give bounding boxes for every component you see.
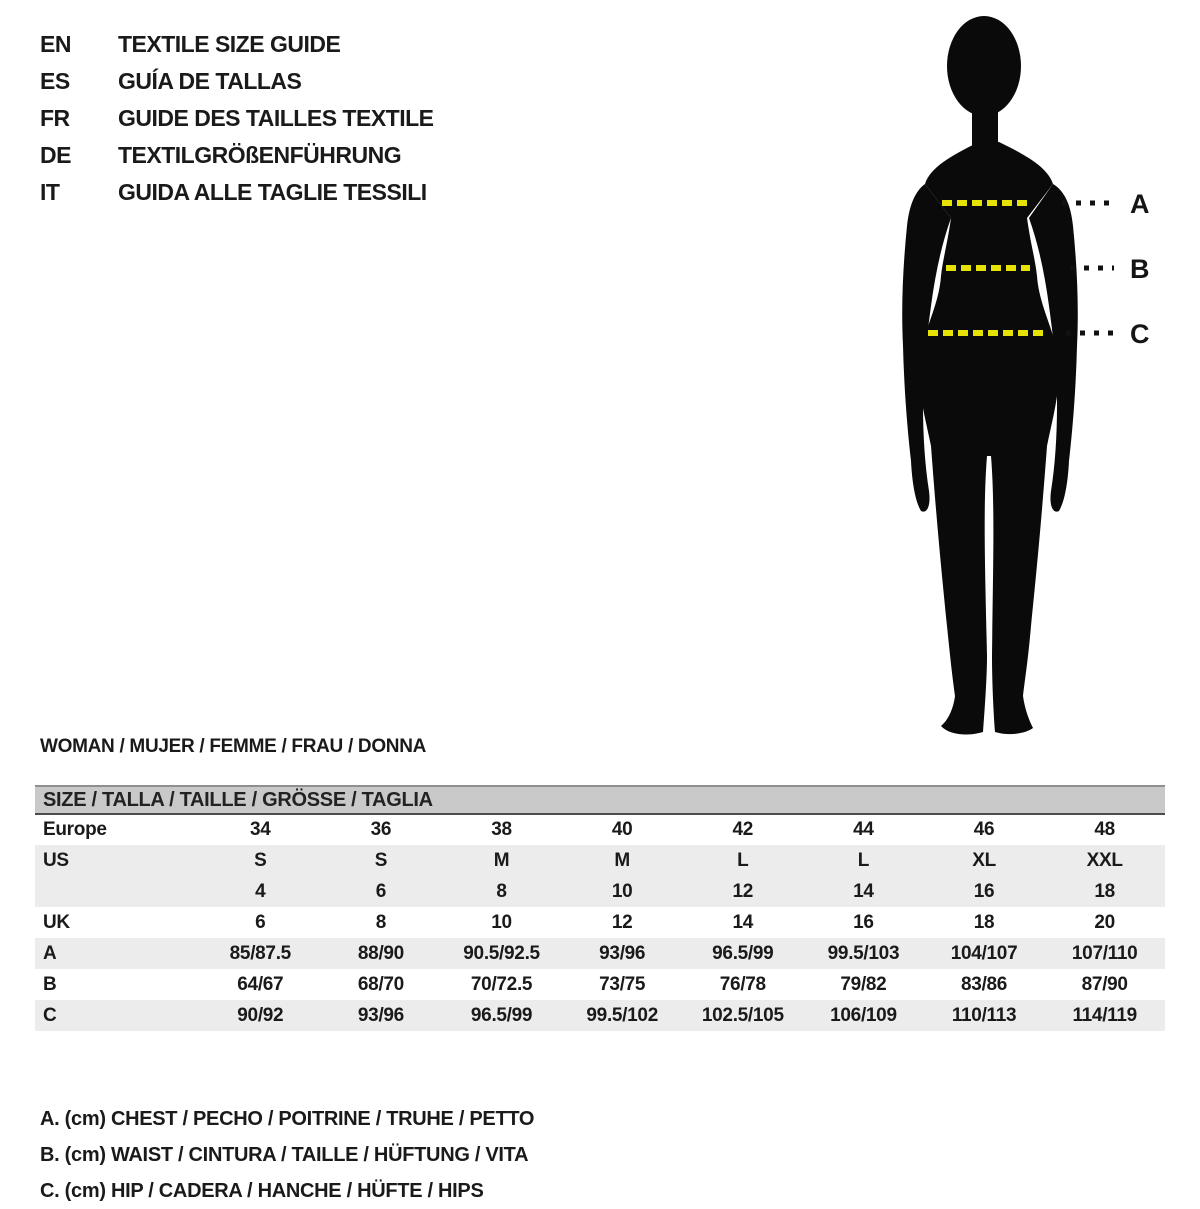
size-cell: 20: [1094, 911, 1115, 933]
size-cell: 87/90: [1081, 973, 1128, 995]
guide-title-es: GUÍA DE TALLAS: [118, 68, 302, 94]
measure-legend: [40, 1101, 534, 1209]
language-code: IT: [40, 179, 60, 205]
size-cell: 90/92: [200, 1000, 321, 1031]
language-row-en: [40, 26, 434, 63]
table-row: [35, 845, 1165, 876]
size-cell: L: [683, 845, 804, 876]
size-cell: 93/96: [321, 1000, 442, 1031]
size-cell: 83/86: [961, 973, 1008, 995]
size-cell: 12: [683, 876, 804, 907]
guide-title-fr: GUIDE DES TAILLES TEXTILE: [118, 105, 434, 131]
size-cell: 73/75: [599, 973, 646, 995]
size-cell: 8: [375, 911, 387, 933]
row-label: C: [35, 1000, 200, 1031]
size-cell: 40: [611, 819, 633, 840]
legend-line-waist: B. (cm) WAIST / CINTURA / TAILLE / HÜFTUNG / VITA: [40, 1144, 529, 1166]
guide-title-de: TEXTILGRÖßENFÜHRUNG: [118, 142, 402, 168]
language-row-fr: [40, 100, 434, 137]
size-cell: 46: [973, 819, 995, 840]
measure-label-a: A: [1130, 189, 1150, 219]
size-cell: 79/82: [840, 973, 887, 995]
size-cell: 6: [321, 876, 442, 907]
size-cell: 42: [732, 819, 754, 840]
measure-label-c: C: [1130, 319, 1150, 349]
row-label: B: [43, 973, 57, 995]
language-row-it: [40, 174, 434, 211]
size-cell: 36: [370, 819, 392, 840]
size-table-header: SIZE / TALLA / TAILLE / GRÖSSE / TAGLIA: [35, 786, 1165, 814]
size-table-body: [35, 814, 1165, 1031]
size-cell: 85/87.5: [200, 938, 321, 969]
size-cell: 14: [732, 911, 754, 933]
size-cell: 68/70: [357, 973, 404, 995]
guide-title-en: TEXTILE SIZE GUIDE: [118, 31, 341, 57]
table-row: [35, 814, 1165, 845]
size-cell: M: [441, 845, 562, 876]
size-cell: 96.5/99: [441, 1000, 562, 1031]
table-row: [35, 876, 1165, 907]
size-cell: 4: [200, 876, 321, 907]
language-code: DE: [40, 142, 71, 168]
language-row-de: [40, 137, 434, 174]
row-label: UK: [43, 911, 70, 933]
size-cell: 16: [924, 876, 1045, 907]
size-cell: 93/96: [562, 938, 683, 969]
size-cell: 99.5/102: [562, 1000, 683, 1031]
size-cell: 34: [250, 819, 271, 840]
size-cell: 107/110: [1044, 938, 1165, 969]
size-cell: 88/90: [321, 938, 442, 969]
size-cell: XXL: [1044, 845, 1165, 876]
size-cell: 44: [853, 819, 874, 840]
language-title-block: [40, 26, 434, 211]
guide-title-it: GUIDA ALLE TAGLIE TESSILI: [118, 179, 427, 205]
silhouette-neck: [972, 94, 998, 150]
legend-line-hip: C. (cm) HIP / CADERA / HANCHE / HÜFTE / HIPS: [40, 1180, 484, 1202]
size-cell: 99.5/103: [803, 938, 924, 969]
size-cell: 110/113: [924, 1000, 1045, 1031]
section-title-woman: WOMAN / MUJER / FEMME / FRAU / DONNA: [40, 736, 427, 757]
size-cell: 12: [611, 911, 633, 933]
size-cell: 10: [562, 876, 683, 907]
row-label: Europe: [43, 819, 107, 840]
row-label: A: [35, 938, 200, 969]
size-cell: 76/78: [719, 973, 766, 995]
size-table: [35, 785, 1165, 1031]
size-cell: L: [803, 845, 924, 876]
size-cell: S: [321, 845, 442, 876]
size-cell: 96.5/99: [683, 938, 804, 969]
size-cell: 104/107: [924, 938, 1045, 969]
row-label: [35, 876, 200, 907]
size-cell: 18: [1044, 876, 1165, 907]
language-code: EN: [40, 31, 71, 57]
size-cell: 114/119: [1044, 1000, 1165, 1031]
size-cell: 48: [1094, 819, 1115, 840]
measure-label-b: B: [1130, 254, 1150, 284]
size-cell: M: [562, 845, 683, 876]
legend-line-chest: A. (cm) CHEST / PECHO / POITRINE / TRUHE / PETTO: [40, 1108, 535, 1130]
language-code: ES: [40, 68, 70, 94]
size-cell: 14: [803, 876, 924, 907]
size-cell: 38: [491, 819, 512, 840]
size-table-header-row: [35, 786, 1165, 814]
size-cell: 6: [255, 911, 266, 933]
size-cell: 90.5/92.5: [441, 938, 562, 969]
size-cell: 106/109: [803, 1000, 924, 1031]
table-row: [35, 969, 1165, 1000]
size-cell: 16: [853, 911, 874, 933]
size-cell: 64/67: [237, 973, 284, 995]
size-cell: 8: [441, 876, 562, 907]
size-cell: 10: [491, 911, 512, 933]
table-row: [35, 1000, 1165, 1031]
language-code: FR: [40, 105, 70, 131]
woman-silhouette: [880, 6, 1200, 736]
language-row-es: [40, 63, 434, 100]
size-cell: S: [200, 845, 321, 876]
size-cell: 18: [973, 911, 995, 933]
size-cell: 70/72.5: [470, 973, 533, 995]
size-cell: 102.5/105: [683, 1000, 804, 1031]
row-label: US: [35, 845, 200, 876]
size-cell: XL: [924, 845, 1045, 876]
table-row: [35, 907, 1165, 938]
table-row: [35, 938, 1165, 969]
